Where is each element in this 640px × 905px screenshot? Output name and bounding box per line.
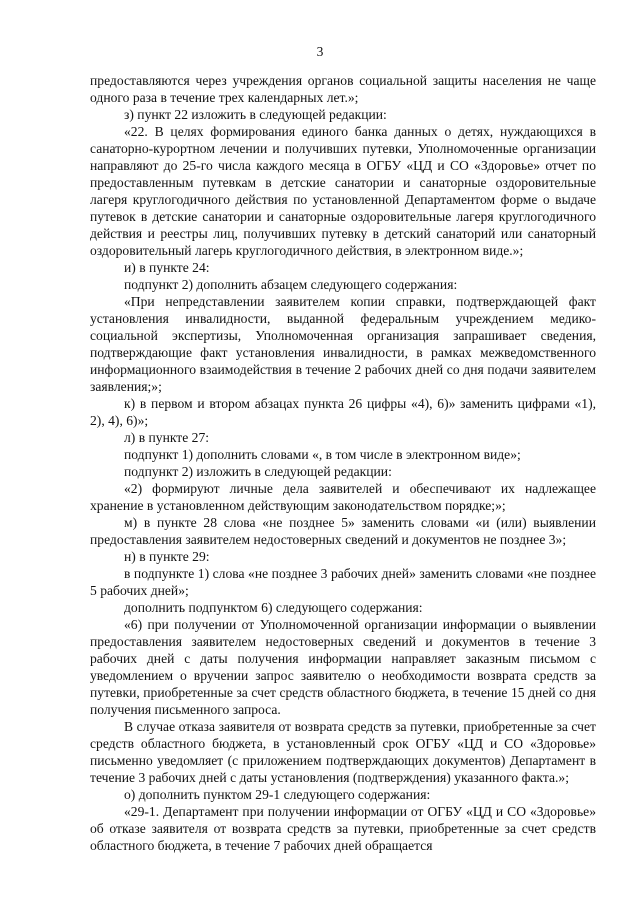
paragraph: «При непредставлении заявителем копии справки, подтверждающей факт установления инвалидности, выданной федеральным учреждением медико-социальной экспертизы, Уполномоченная организация запрашивает сведения, подтверждающие факт установления инвалидности, в рамках межведомственного информационного взаимодействия в течение 2 рабочих дней со дня подачи заявителем заявления;»; [90,294,596,394]
paragraph: м) в пункте 28 слова «не позднее 5» заменить словами «и (или) выявлении предоставления заявителем недостоверных сведений и документов не позднее 3»; [90,515,596,547]
document-body [90,72,596,854]
paragraph: в подпункте 1) слова «не позднее 3 рабочих дней» заменить словами «не позднее 5 рабочих дней»; [90,566,596,598]
paragraph: дополнить подпунктом 6) следующего содержания: [124,600,423,615]
paragraph: «2) формируют личные дела заявителей и обеспечивают их надлежащее хранение в установленном действующим законодательством порядке;»; [90,481,596,513]
paragraph: подпункт 1) дополнить словами «, в том числе в электронном виде»; [124,447,521,462]
paragraph: л) в пункте 27: [124,430,210,445]
paragraph: подпункт 2) дополнить абзацем следующего содержания: [124,277,458,292]
paragraph: и) в пункте 24: [124,260,210,275]
paragraph: «29-1. Департамент при получении информации от ОГБУ «ЦД и СО «Здоровье» об отказе заявителя от возврата средств за путевки, приобретенные за счет средств областного бюджета, в течение 7 рабочих дней обращается [90,804,596,853]
paragraph: н) в пункте 29: [124,549,210,564]
paragraph: к) в первом и втором абзацах пункта 26 цифры «4), 6)» заменить цифрами «1), 2), 4), 6)»; [90,396,596,428]
paragraph: з) пункт 22 изложить в следующей редакции: [124,107,387,122]
paragraph: о) дополнить пунктом 29-1 следующего содержания: [124,787,431,802]
paragraph: «22. В целях формирования единого банка данных о детях, нуждающихся в санаторно-курортном лечении и получивших путевки, Уполномоченные организации направляют до 25-го числа каждого месяца в ОГБУ «ЦД и СО «Здоровье» отчет по предоставленным путевкам в детские санатории и санаторные оздоровительные лагеря круглогодичного действия по установленной Департаментом форме о выдаче путевок в детские санатории и санаторные оздоровительные лагеря круглогодичного действия и реестры лиц, получивших путевку в детский санаторий или санаторный оздоровительный лагерь круглогодичного действия, в электронном виде.»; [90,124,596,258]
paragraph: «6) при получении от Уполномоченной организации информации о выявлении предоставления заявителем недостоверных сведений и документов в течение 3 рабочих дней с даты получения информации направляет заказным письмом с уведомлением о вручении запрос заявителю о необходимости возврата средств за путевки, приобретенные за счет средств областного бюджета, в течение 15 дней со дня получения письменного запроса. [90,617,596,717]
paragraph: подпункт 2) изложить в следующей редакции: [124,464,392,479]
paragraph: В случае отказа заявителя от возврата средств за путевки, приобретенные за счет средств областного бюджета, в установленный срок ОГБУ «ЦД и СО «Здоровье» письменно уведомляет (с приложением подтверждающих документов) Департамент в течение 3 рабочих дней с даты установления (подтверждения) указанного факта.»; [90,719,596,785]
page-number: 3 [316,44,324,59]
paragraph: предоставляются через учреждения органов социальной защиты населения не чаще одного раза в течение трех календарных лет.»; [90,73,596,105]
